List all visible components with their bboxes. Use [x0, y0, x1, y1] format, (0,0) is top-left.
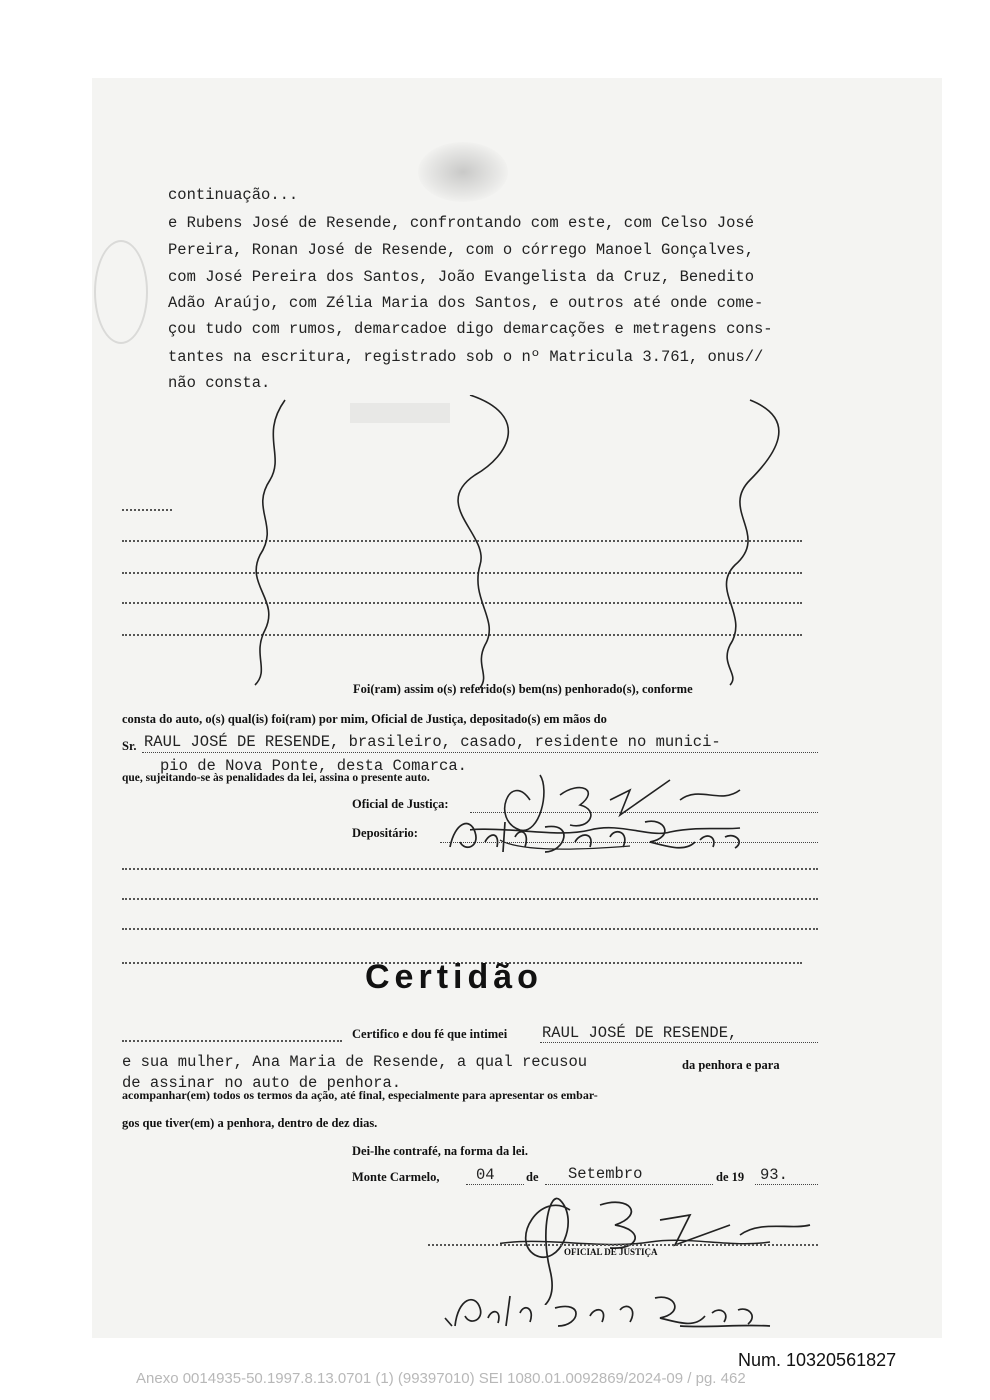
form-text: gos que tiver(em) a penhora, dentro de dez dias.	[122, 1116, 378, 1130]
form-text: consta do auto, o(s) qual(is) foi(ram) por mim, Oficial de Justiça, depositado(s) em mãos do	[122, 712, 607, 726]
intimado-name: RAUL JOSÉ DE RESENDE,	[542, 1024, 738, 1042]
form-text: acompanhar(em) todos os termos da ação, até final, especialmente para apresentar os embar-	[122, 1088, 598, 1102]
date-year: 93.	[760, 1166, 788, 1184]
document-reference: Anexo 0014935-50.1997.8.13.0701 (1) (99397010) SEI 1080.01.0092869/2024-09 / pg. 462	[136, 1370, 746, 1387]
date-month: Setembro	[568, 1165, 643, 1183]
typed-line: com José Pereira dos Santos, João Evangelista da Cruz, Benedito	[168, 268, 754, 286]
dotted-line	[122, 509, 172, 511]
dotted-line	[428, 1244, 818, 1246]
dotted-line	[122, 868, 818, 870]
typed-line: Adão Araújo, com Zélia Maria dos Santos, e outros até onde come-	[168, 294, 764, 312]
typed-line: pio de Nova Ponte, desta Comarca.	[160, 757, 467, 775]
date-place: Monte Carmelo,	[352, 1170, 440, 1184]
oficial-label: Oficial de Justiça:	[352, 797, 449, 811]
typed-line: não consta.	[168, 374, 271, 392]
seal-stamp-left	[94, 240, 148, 344]
typed-line: çou tudo com rumos, demarcadoe digo demarcações e metragens cons-	[168, 320, 773, 338]
date-text: de 19	[716, 1170, 745, 1184]
intimado-signature	[440, 1288, 780, 1333]
date-day: 04	[476, 1166, 495, 1184]
typed-line: e sua mulher, Ana Maria de Resende, a qual recusou	[122, 1053, 588, 1071]
form-text: Certifico e dou fé que intimei	[352, 1027, 508, 1041]
typed-line: de assinar no auto de penhora.	[122, 1074, 402, 1092]
fill-line	[540, 1042, 818, 1043]
form-text: Foi(ram) assim o(s) referido(s) bem(ns) penhorado(s), conforme	[353, 682, 693, 696]
fill-line	[545, 1184, 713, 1185]
dotted-line	[122, 1040, 342, 1042]
typed-line: Pereira, Ronan José de Resende, com o córrego Manoel Gonçalves,	[168, 241, 754, 259]
fill-line	[142, 752, 818, 753]
form-label: Sr.	[122, 739, 137, 753]
form-text: da penhora e para	[682, 1058, 780, 1072]
typed-line: tantes na escritura, registrado sob o nº Matricula 3.761, onus//	[168, 348, 764, 366]
date-text: de	[526, 1170, 539, 1184]
depositario-label: Depositário:	[352, 826, 418, 840]
typed-line: continuação...	[168, 186, 299, 204]
depositario-signature	[445, 812, 755, 862]
cancellation-strokes	[230, 395, 850, 690]
oficial-caption: OFICIAL DE JUSTIÇA	[564, 1247, 658, 1257]
document-number: Num. 10320561827	[738, 1350, 897, 1370]
fill-line	[466, 1184, 524, 1185]
form-text: Dei-lhe contrafé, na forma da lei.	[352, 1144, 529, 1158]
depositario-name: RAUL JOSÉ DE RESENDE, brasileiro, casado, residente no munici-	[144, 733, 721, 751]
dotted-line	[122, 928, 818, 930]
certidao-title: Certidão	[365, 958, 543, 996]
typed-line: e Rubens José de Resende, confrontando com este, com Celso José	[168, 214, 754, 232]
fill-line	[755, 1184, 818, 1185]
form-text: que, sujeitando-se às penalidades da lei, assina o presente auto.	[122, 772, 430, 784]
dotted-line	[122, 898, 818, 900]
seal-stamp	[418, 142, 508, 202]
